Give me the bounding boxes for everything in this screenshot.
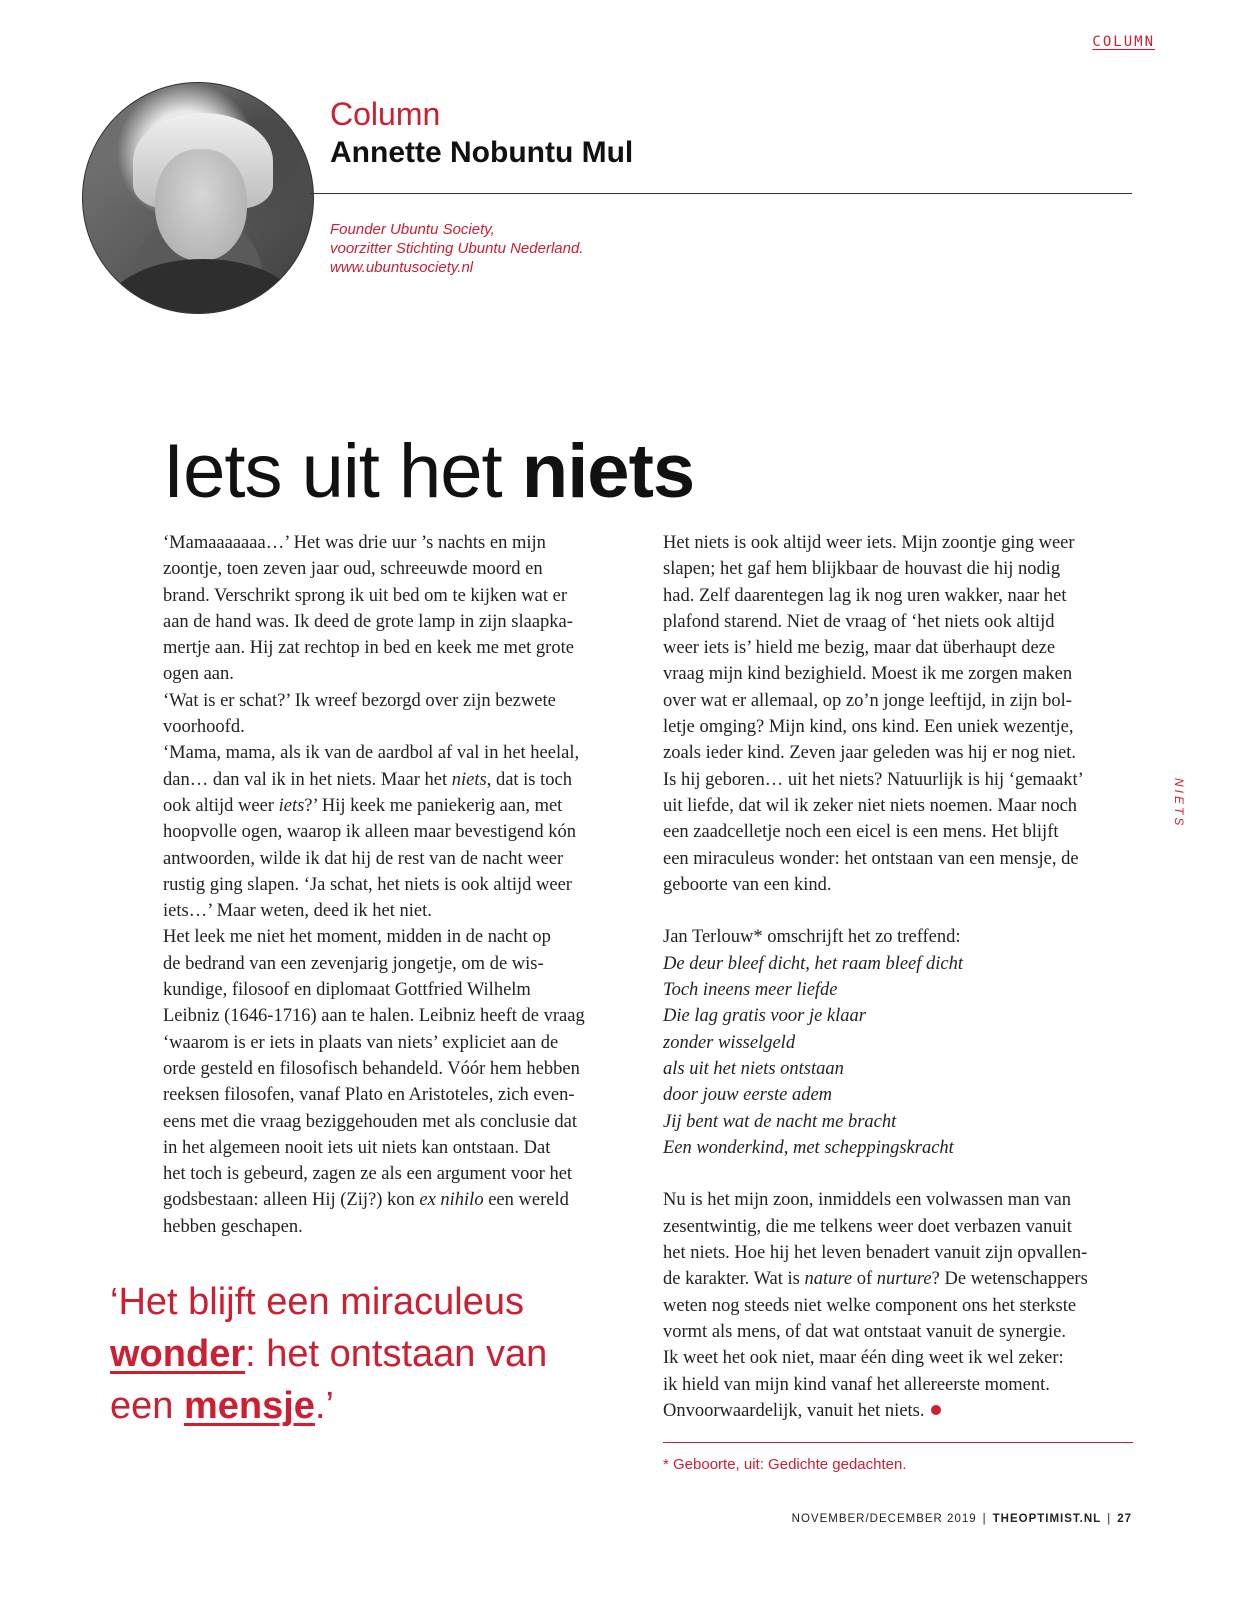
emphasis: ex nihilo [419,1190,484,1211]
pull-quote-text: een [110,1385,184,1427]
bio-website-link[interactable]: www.ubuntusociety.nl [330,259,474,276]
body-line: ‘Mamaaaaaaa…’ Het was drie uur ’s nachts en mijn [163,533,546,553]
poem-line [663,951,1133,977]
poem-line [663,977,1133,1003]
body-line: slapen; het gaf hem blijkbaar de houvast die hij nodig [663,559,1061,580]
body-line: ‘Mama, mama, als ik van de aardbol af val in het heelal, [163,743,580,764]
headline-light: Iets uit het [163,429,522,514]
poem-line [663,1003,1133,1029]
body-line: mertje aan. Hij zat rechtop in bed en keek me met grote [163,638,574,659]
poem-line [663,1082,1133,1108]
body-line: over wat er allemaal, op zo’n jonge leeftijd, in zijn bol- [663,690,1072,711]
body-text: dan… dan val ik in het niets. Maar het [163,769,452,790]
poem-line [663,1135,1133,1161]
article-headline [163,428,694,515]
pull-quote [110,1276,630,1432]
body-line: zoontje, toen zeven jaar oud, schreeuwde moord en [163,559,543,580]
body-line: aan de hand was. Ik deed de grote lamp in zijn slaapka- [163,611,573,632]
pull-quote-line: ‘Het blijft een miraculeus [110,1281,524,1323]
body-line: in het algemeen nooit iets uit niets kan ontstaan. Dat [163,1137,551,1158]
side-section-tag: NIETS [1172,778,1186,829]
body-line: reeksen filosofen, vanaf Plato en Aristoteles, zich even- [163,1085,575,1106]
body-line: Het leek me niet het moment, midden in de nacht op [163,927,551,948]
author-portrait [82,82,314,314]
body-line: weer iets is’ hield me bezig, maar dat überhaupt deze [663,638,1056,659]
body-text: Onvoorwaardelijk, vanuit het niets. [663,1400,925,1421]
body-line [663,1266,1133,1292]
poem-text: Toch ineens meer liefde [663,980,838,1001]
body-text: godsbestaan: alleen Hij (Zij?) kon [163,1190,420,1211]
paragraph-gap [663,1161,1133,1187]
body-line: rustig ging slapen. ‘Ja schat, het niets is ook altijd weer [163,874,572,895]
pull-quote-line [110,1328,630,1380]
portrait-face [155,149,247,261]
body-text: de karakter. Wat is [663,1269,805,1290]
pull-quote-text: .’ [314,1385,334,1427]
body-line: hebben geschapen. [163,1216,303,1237]
body-line: voorhoofd. [163,717,245,738]
body-line: ogen aan. [163,664,234,685]
body-line: de bedrand van een zevenjarig jongetje, om de wis- [163,953,544,974]
body-line: geboorte van een kind. [663,874,832,895]
body-line: zoals ieder kind. Zeven jaar geleden was hij er nog niet. [663,743,1077,764]
body-line: had. Zelf daarentegen lag ik nog uren wakker, naar het [663,585,1067,606]
folio-separator: | [1107,1513,1112,1525]
body-line: een zaadcelletje noch een eicel is een mens. Het blijft [663,822,1059,843]
body-line: ik hield van mijn kind vanaf het allereerste moment. [663,1374,1050,1395]
emphasis: nurture [876,1269,932,1290]
body-line: eens met die vraag beziggehouden met als conclusie dat [163,1111,578,1132]
bio-line: voorzitter Stichting Ubuntu Nederland. [330,240,584,257]
poem-text: als uit het niets ontstaan [663,1058,844,1079]
pull-quote-emphasis: mensje [183,1385,315,1427]
body-line: ‘Wat is er schat?’ Ik wreef bezorgd over zijn bezwete [163,690,556,711]
author-name: Annette Nobuntu Mul [330,136,634,169]
body-line: Het niets is ook altijd weer iets. Mijn zoontje ging weer [663,533,1075,553]
body-line: zesentwintig, die me telkens weer doet verbazen vanuit [663,1216,1072,1237]
pull-quote-emphasis: wonder [110,1333,246,1375]
body-line: een miraculeus wonder: het ontstaan van een mensje, de [663,848,1079,869]
footnote: * Geboorte, uit: Gedichte gedachten. [663,1456,907,1473]
emphasis: nature [804,1269,853,1290]
issue-date: NOVEMBER/DECEMBER 2019 [791,1513,977,1525]
body-line: plafond starend. Niet de vraag of ‘het niets ook altijd [663,611,1055,632]
body-line: Leibniz (1646-1716) aan te halen. Leibniz heeft de vraag [163,1006,585,1027]
poem-text: De deur bleef dicht, het raam bleef dicht [663,953,964,974]
poem-intro: Jan Terlouw* omschrijft het zo treffend: [663,927,961,948]
column-label: Column [330,96,441,132]
section-tag: COLUMN [1092,34,1155,50]
body-text: ? De wetenschappers [931,1269,1088,1290]
body-text: ook altijd weer [163,795,279,816]
pull-quote-line [110,1380,630,1432]
body-line [163,767,633,793]
body-text: een wereld [483,1190,569,1211]
folio-separator: | [982,1513,987,1525]
body-text: ?’ Hij keek me paniekerig aan, met [304,795,563,816]
body-line [663,1398,1133,1424]
page-number: 27 [1117,1513,1132,1525]
paragraph-gap [663,898,1133,924]
poem-text: Een wonderkind, met scheppingskracht [663,1137,954,1158]
poem-line [663,1030,1133,1056]
body-text: , dat is toch [486,769,572,790]
body-line: letje omging? Mijn kind, ons kind. Een uniek wezentje, [663,717,1074,738]
body-line: vraag mijn kind bezighield. Moest ik me zorgen maken [663,664,1073,685]
body-line: kundige, filosoof en diplomaat Gottfried Wilhelm [163,980,531,1001]
body-line: antwoorden, wilde ik dat hij de rest van de nacht weer [163,848,564,869]
body-line: Nu is het mijn zoon, inmiddels een volwassen man van [663,1190,1071,1211]
body-line: vormt als mens, of dat wat ontstaat vanuit de synergie. [663,1321,1066,1342]
headline-bold: niets [521,429,695,514]
body-line: het niets. Hoe hij het leven benadert vanuit zijn opvallen- [663,1243,1088,1264]
emphasis: niets [451,769,487,790]
emphasis: iets [278,795,305,816]
body-line: brand. Verschrikt sprong ik uit bed om te kijken wat er [163,585,568,606]
poem-line [663,1109,1133,1135]
body-line: weten nog steeds niet welke component ons het sterkste [663,1295,1077,1316]
right-column [663,530,1133,1424]
pull-quote-text: : het ontstaan van [245,1333,548,1375]
footnote-divider [663,1442,1133,1443]
body-line: iets…’ Maar weten, deed ik het niet. [163,901,432,922]
body-line: Ik weet het ook niet, maar één ding weet ik wel zeker: [663,1348,1064,1369]
site-name: THEOPTIMIST.NL [992,1513,1102,1525]
author-bio [330,220,583,277]
body-line: Is hij geboren… uit het niets? Natuurlijk is hij ‘gemaakt’ [663,769,1084,790]
body-text: of [852,1269,877,1290]
poem-text: Jij bent wat de nacht me bracht [663,1111,897,1132]
poem-text: Die lag gratis voor je klaar [663,1006,866,1027]
body-line: uit liefde, dat wil ik zeker niet niets noemen. Maar noch [663,795,1078,816]
body-line [163,1187,633,1213]
body-line [163,793,633,819]
header-divider [310,193,1132,194]
poem-line [663,1056,1133,1082]
body-line: ‘waarom is er iets in plaats van niets’ expliciet aan de [163,1032,559,1053]
left-column [163,530,633,1240]
body-line: orde gesteld en filosofisch behandeld. Vóór hem hebben [163,1058,580,1079]
body-line: het toch is gebeurd, zagen ze als een argument voor het [163,1164,573,1185]
end-mark-icon [931,1405,941,1415]
poem-text: zonder wisselgeld [663,1032,796,1053]
bio-line: Founder Ubuntu Society, [330,221,495,238]
page-folio [792,1513,1132,1525]
body-line: hoopvolle ogen, waarop ik alleen maar bevestigend kón [163,822,577,843]
portrait-shoulders [103,259,303,314]
poem-text: door jouw eerste adem [663,1085,833,1106]
